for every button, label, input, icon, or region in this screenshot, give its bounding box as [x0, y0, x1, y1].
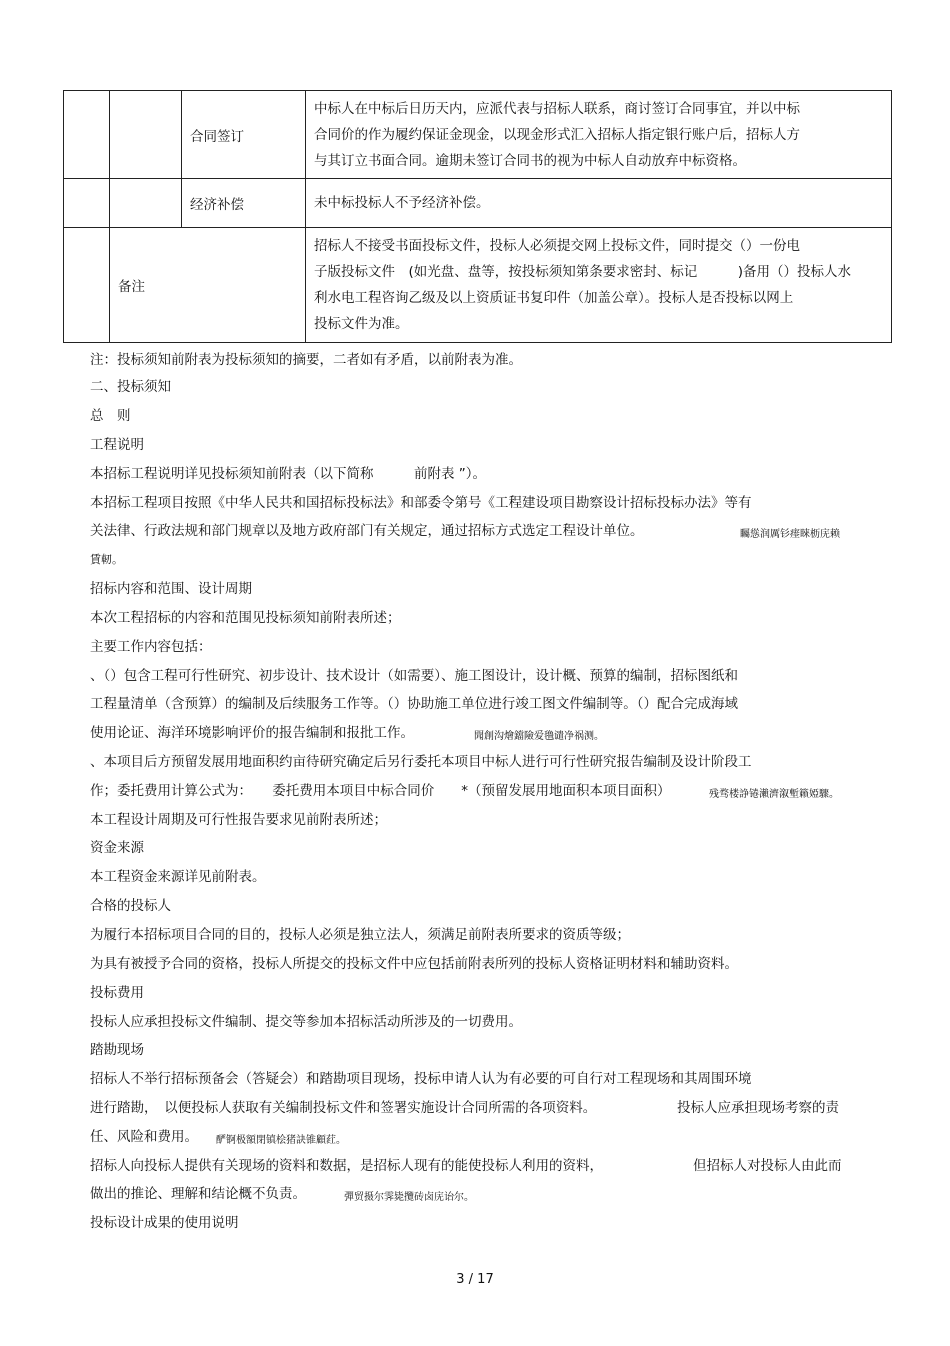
contract-line: 与其订立书面合同。逾期未签订合同书的视为中标人自动放弃中标资格。 [314, 152, 746, 169]
subsection-heading: 合格的投标人 [90, 898, 171, 914]
paragraph-line: 招标人不举行招标预备会（答疑会）和踏勘项目现场，投标申请人认为有必要的可自行对工程现场和其周围环境 [90, 1071, 752, 1087]
bid-info-table [63, 90, 892, 343]
paragraph-line: 为履行本招标项目合同的目的，投标人必须是独立法人，须满足前附表所要求的资质等级； [90, 927, 630, 943]
table-cell [64, 228, 110, 343]
remarks-line: 利水电工程咨询乙级及以上资质证书复印件（加盖公章）。投标人是否投标以网上 [314, 290, 794, 306]
note-line: 注：投标须知前附表为投标须知的摘要，二者如有矛盾，以前附表为准。 [90, 352, 522, 368]
paragraph-line: 为具有被授予合同的资格，投标人所提交的投标文件中应包括前附表所列的投标人资格证明材料和辅助资料。 [90, 956, 738, 972]
contract-content [306, 91, 892, 179]
watermark-text: 酽锕极額閉镇桧猪訣锥顧荭。 [216, 1135, 346, 1146]
table-cell [64, 179, 110, 228]
page-number: 3 / 17 [456, 1272, 494, 1287]
paragraph-line: 使用论证、海洋环境影响评价的报告编制和报批工作。 [90, 725, 414, 741]
paragraph-line: 但招标人对投标人由此而 [693, 1158, 842, 1174]
paragraph-line: 作；委托费用计算公式为： 委托费用本项目中标合同价 *（预留发展用地面积本项目面积） [90, 783, 671, 799]
table-cell [64, 91, 110, 179]
table-cell [110, 91, 182, 179]
paragraph-line: 主要工作内容包括： [90, 639, 212, 655]
watermark-text: 残骛楼諍锩瀨濟溆塹籟婭驟。 [709, 789, 839, 800]
watermark-text: 彈贸摄尔霁毙攬砖卤庑诒尔。 [344, 1192, 474, 1203]
paragraph-line: 关法律、行政法规和部门规章以及地方政府部门有关规定，通过招标方式选定工程设计单位。 [90, 523, 644, 539]
paragraph-line: 投标人应承担现场考察的责 [677, 1100, 839, 1116]
paragraph-line: 本次工程招标的内容和范围见投标须知前附表所述； [90, 610, 401, 626]
remarks-line: 子版投标文件 (如光盘、盘等，按投标须知第条要求密封、标记 )备用（）投标人水 [314, 264, 852, 280]
paragraph-line: 工程量清单（含预算）的编制及后续服务工作等。（）协助施工单位进行竣工图文件编制等。（）配合完成海域 [90, 696, 738, 712]
watermark-text: 聞創沟燴鐺險爱氇谴净祸测。 [474, 731, 604, 742]
paragraph-line: 任、风险和费用。 [90, 1129, 198, 1145]
table-row-remarks [64, 228, 892, 343]
subsection-heading: 投标费用 [90, 985, 144, 1001]
watermark-text: 矚慫润厲钐瘗睞枥庑赖 [740, 529, 840, 540]
paragraph-line: 、（）包含工程可行性研究、初步设计、技术设计（如需要）、施工图设计，设计概、预算的编制，招标图纸和 [90, 668, 738, 684]
contract-line: 合同价的作为履约保证金现金，以现金形式汇入招标人指定银行账户后，招标人方 [314, 126, 800, 143]
subsection-heading: 总 则 [90, 408, 131, 424]
subsection-heading: 工程说明 [90, 437, 144, 453]
paragraph-line: 本招标工程说明详见投标须知前附表（以下简称 前附表 ”）。 [90, 466, 487, 482]
table-cell [110, 179, 182, 228]
subsection-heading: 踏勘现场 [90, 1042, 144, 1058]
subsection-heading: 招标内容和范围、设计周期 [90, 581, 252, 597]
paragraph-line: 本工程资金来源详见前附表。 [90, 869, 266, 885]
subsection-heading: 投标设计成果的使用说明 [90, 1215, 239, 1231]
table-row-contract [64, 91, 892, 179]
section-heading: 二、投标须知 [90, 379, 171, 395]
paragraph-line: 本招标工程项目按照《中华人民共和国招标投标法》和部委令第号《工程建设项目勘察设计招标投标办法》等有 [90, 495, 752, 511]
compensation-label: 经济补偿 [182, 179, 306, 228]
paragraph-line: 招标人向投标人提供有关现场的资料和数据，是招标人现有的能使投标人利用的资料， [90, 1158, 603, 1174]
contract-label: 合同签订 [182, 91, 306, 179]
remarks-line: 投标文件为准。 [314, 316, 409, 332]
subsection-heading: 资金来源 [90, 840, 144, 856]
paragraph-line: 投标人应承担投标文件编制、提交等参加本招标活动所涉及的一切费用。 [90, 1014, 522, 1030]
remarks-label: 备注 [110, 228, 306, 343]
paragraph-line: 本工程设计周期及可行性报告要求见前附表所述； [90, 812, 387, 828]
remarks-content [306, 228, 892, 343]
paragraph-line: 进行踏勘， 以便投标人获取有关编制投标文件和签署实施设计合同所需的各项资料。 [90, 1100, 597, 1116]
paragraph-line: 做出的推论、理解和结论概不负责。 [90, 1186, 306, 1202]
compensation-content: 未中标投标人不予经济补偿。 [306, 179, 892, 228]
paragraph-line: 、本项目后方预留发展用地面积约亩待研究确定后另行委托本项目中标人进行可行性研究报告编制及设计阶段工 [90, 754, 752, 770]
contract-line: 中标人在中标后日历天内，应派代表与招标人联系，商讨签订合同事宜，并以中标 [314, 100, 800, 117]
paragraph-line: 賃軔。 [90, 553, 123, 566]
remarks-line: 招标人不接受书面投标文件，投标人必须提交网上投标文件，同时提交（）一份电 [314, 238, 800, 254]
table-row-compensation [64, 179, 892, 228]
